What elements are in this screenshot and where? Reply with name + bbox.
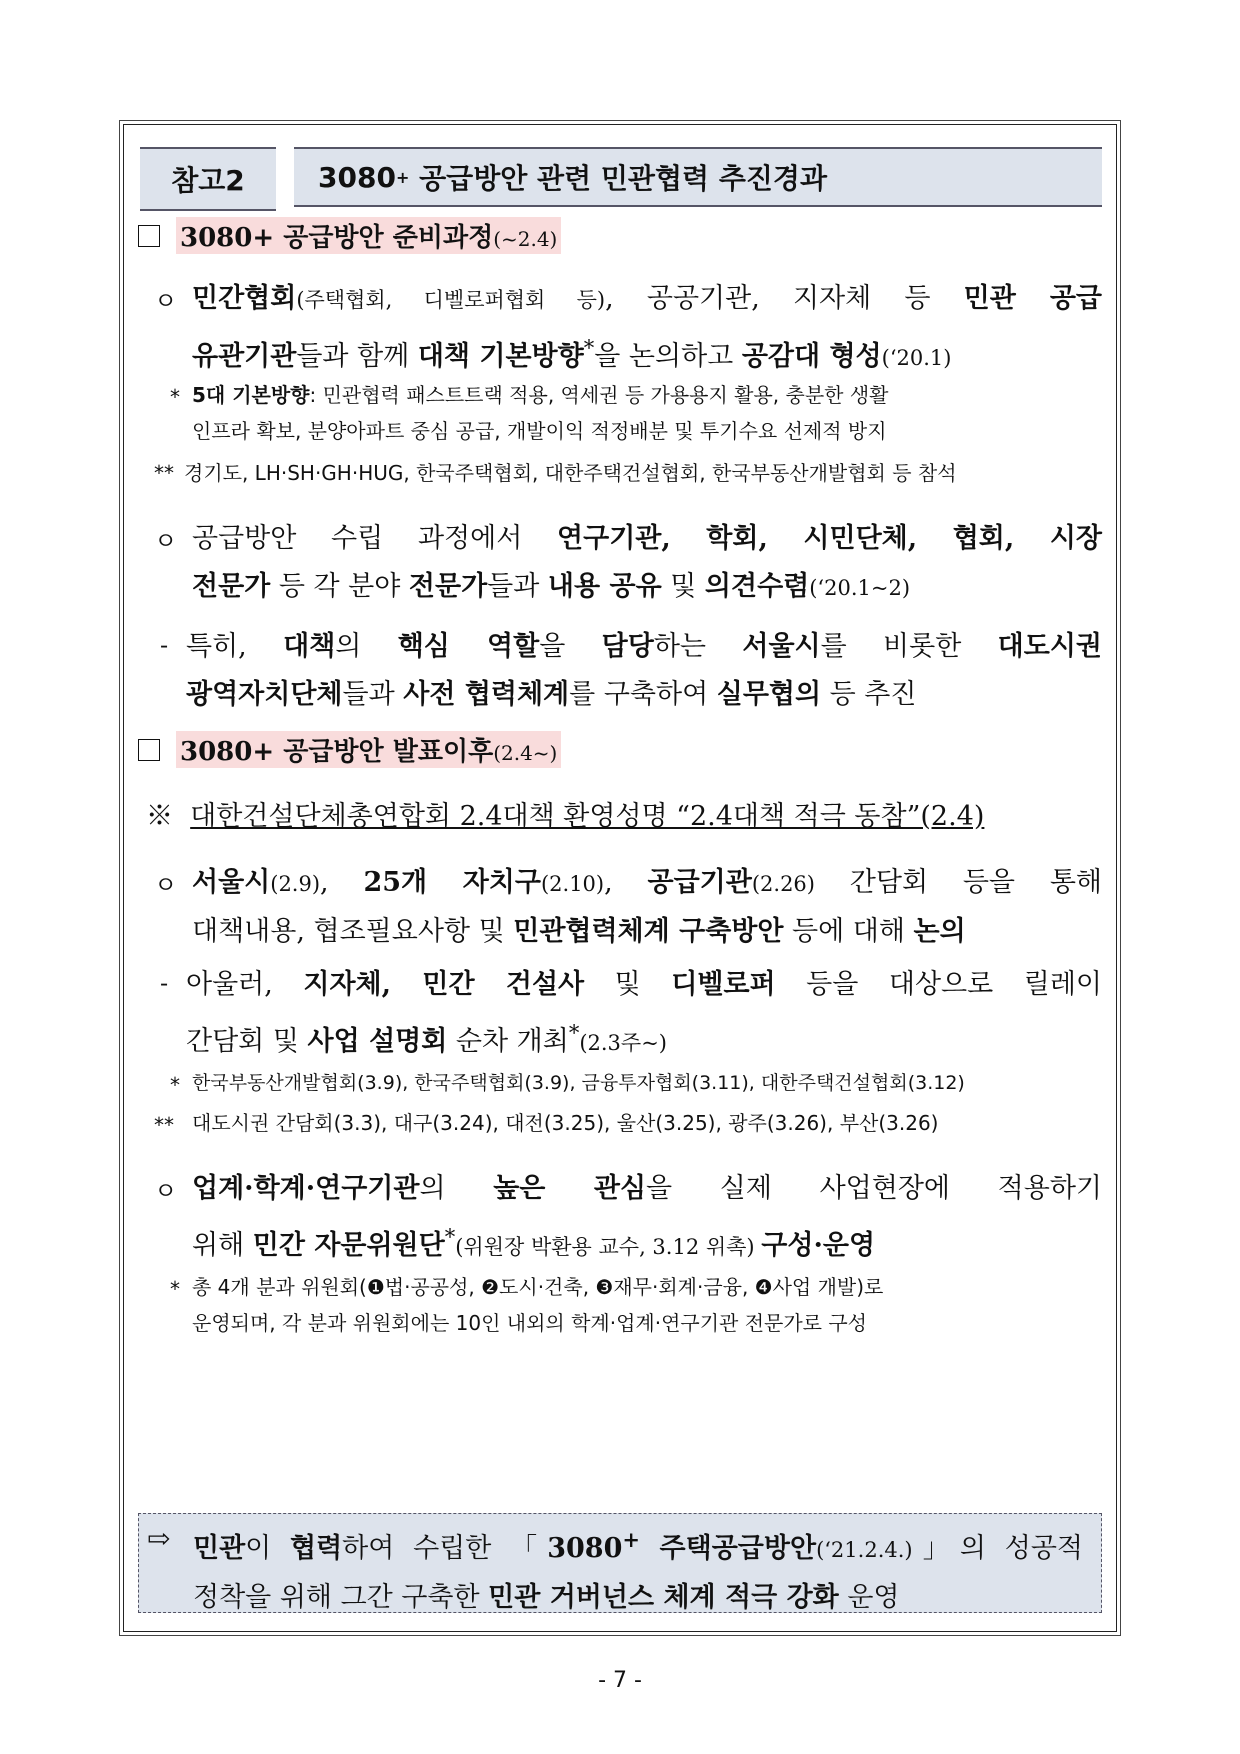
text-run: 정착을 위해 그간 구축한 [193,1582,489,1613]
footnote-associations [192,1065,1102,1101]
footnote-metro-meetings [192,1105,1102,1141]
text-run: 3080+ 공급방안 발표이후 [180,737,494,767]
reference-note [146,793,1086,841]
circle-bullet-icon: ㅇ [154,527,178,555]
text-run: 높은 관심 [493,1173,647,1204]
text-run: 민간협회 [192,283,297,314]
text-run [192,1165,1102,1213]
text-run: 전문가 [408,571,488,602]
paragraph-metro-cooperation [186,623,1102,719]
document-frame [123,124,1117,1632]
text-run: 이 [245,1533,290,1564]
text-run: 유관기관 [192,341,297,372]
text-run: , [320,867,364,898]
text-run [192,859,1102,908]
footnote-committees [192,1269,1102,1341]
text-run: 의견수렴 [704,571,810,602]
text-run: 의 [335,631,398,662]
text-run [146,793,1086,841]
page-number: - 7 - [598,1668,642,1693]
text-run: 들과 [342,679,404,710]
text-run: (주택협회, 디벨로퍼협회 등) [296,288,606,312]
text-run: 구성·운영 [761,1230,876,1261]
footnote-star: * [170,1277,180,1301]
text-run [192,563,1102,612]
footnote-star: * [170,1073,180,1097]
text-run [192,515,1102,563]
text-run: 협력 [290,1533,343,1564]
text-run: 업계·학계·연구기관 [192,1173,420,1204]
text-run: 공급기관 [647,867,752,898]
text-run [186,961,1102,1009]
text-run: 사업 설명회 [307,1026,448,1057]
text-run: 연구기관, 학회, 시민단체, 협회, 시장 [557,523,1102,554]
text-run: 총 4개 분과 위원회(❶법·공공성, ❷도시·건축, ❸재무·회계·금융, ❹사업 개발)로 [192,1275,884,1299]
text-run: 등에 대해 [783,916,914,947]
text-run: 아울러, [186,969,304,1000]
paragraph-expert-opinion [192,515,1102,612]
text-run: 공급방안 관련 민관협력 추진경과 [409,162,828,195]
circle-bullet-icon: ㅇ [154,1177,178,1205]
text-run: 내용 공유 [547,571,662,602]
checkbox-bullet-icon [138,225,160,247]
paragraph-advisory-group [192,1165,1102,1271]
reference-tag: 참고2 [140,147,276,211]
text-run: 실무협의 [716,679,822,710]
text-run: 민관 [193,1533,246,1564]
footnote-attendees [184,455,1104,491]
text-run: 위해 [192,1230,253,1261]
footnote-star: ** [154,1113,174,1137]
text-run: , 공공기관, 지자체 등 [605,283,964,314]
text-run: 디벨로퍼 [671,969,776,1000]
text-run: * [583,336,595,360]
text-run: 대책 기본방향 [417,341,584,372]
text-run: 대책 [283,631,336,662]
paragraph-meetings [192,859,1102,956]
dash-bullet: - [160,631,169,659]
arrow-right-icon: ⇨ [147,1522,171,1555]
text-run: 25개 자치구 [363,867,541,898]
text-run: , [604,867,648,898]
text-run [192,377,1102,413]
text-run: 서울시 [742,631,821,662]
summary-text [193,1516,1083,1622]
text-run: (‘20.1) [881,346,952,370]
text-run: 을 실제 사업현장에 적용하기 [646,1173,1102,1204]
text-run: 대도시권 간담회(3.3), 대구(3.24), 대전(3.25), 울산(3.25), 광주(3.26), 부산(3.26) [192,1111,939,1135]
text-run: 특히, [186,631,284,662]
text-run [192,324,1102,382]
text-run: 등 추진 [821,679,917,710]
text-run: 의 [419,1173,494,1204]
text-run: 민관협력체계 구축방안 [513,916,784,947]
text-run: 대도시권 [997,631,1102,662]
summary-box [138,1513,1102,1613]
text-run: 3080 [547,1533,623,1564]
text-run: 주택공급방안 [640,1533,817,1564]
text-run: * [568,1021,580,1045]
circle-bullet-icon: ㅇ [154,871,178,899]
text-run: 대책내용, 협조필요사항 및 [192,916,514,947]
text-run: 대한건설단체총연합회 2.4대책 환영성명 “2.4대책 적극 동참”(2.4) [190,801,985,832]
text-run: 등을 대상으로 릴레이 [775,969,1102,1000]
text-run [192,275,1102,324]
text-run: 를 비롯한 [820,631,998,662]
section-heading-preparation [138,217,561,254]
text-run: 인프라 확보, 분양아파트 중심 공급, 개발이익 적정배분 및 투기수요 선제적 방지 [192,419,887,443]
text-run: 한국부동산개발협회(3.9), 한국주택협회(3.9), 금융투자협회(3.11), 대한주택건설협회(3.12) [192,1072,965,1094]
footnote-star: * [170,385,180,409]
text-run: 들과 [487,571,548,602]
text-run: 사전 협력체계 [403,679,570,710]
text-run: 을 논의하고 [594,341,742,372]
text-run [186,671,1102,719]
footnote-basic-directions [192,377,1102,449]
text-run: 을 [539,631,602,662]
text-run: 하여 수립한 「 [342,1533,548,1564]
text-run [192,908,1102,956]
text-run: 경기도, LH·SH·GH·HUG, 한국주택협회, 대한주택건설협회, 한국부동산개발협회 등 참석 [184,461,957,485]
page-title [294,147,1102,207]
text-run: 3080+ 공급방안 발표이후(2.4~) [176,731,561,768]
text-run [193,1516,1083,1574]
text-run: (‘21.2.4.) [816,1538,913,1562]
text-run [193,1574,1083,1622]
text-run: * [444,1225,456,1249]
text-run: (위원장 박환용 교수, 3.12 위촉) [455,1235,762,1259]
text-run: + [622,1527,640,1552]
text-run: 민간 자문위원단 [252,1230,445,1261]
text-run: 운영되며, 각 분과 위원회에는 10인 내외의 학계·업계·연구기관 전문가로 구성 [192,1311,867,1335]
text-run: 3080+ 공급방안 준비과정(~2.4) [176,217,561,254]
text-run: 지자체, 민간 건설사 [303,969,585,1000]
dash-bullet: - [160,969,169,997]
text-run: (2.3주~) [579,1031,667,1055]
text-run [192,1213,1102,1271]
text-run: 및 [584,969,672,1000]
text-run: 3080+ 공급방안 준비과정 [180,223,494,253]
text-run: 」의 성공적 [912,1533,1083,1564]
text-run [186,623,1102,671]
text-run: : 민관협력 패스트트랙 적용, 역세권 등 가용용지 활용, 충분한 생활 [309,383,889,407]
footnote-star: ** [154,461,174,485]
paragraph-relay-meetings [186,961,1102,1067]
text-run: 5대 기본방향 [192,383,310,407]
text-run: 민관 공급 [963,283,1102,314]
text-run: 운영 [838,1582,900,1613]
text-run: (‘20.1~2) [809,576,911,600]
text-run: 간담회 등을 통해 [815,867,1102,898]
text-run: 를 구축하여 [569,679,717,710]
text-run: 담당 [601,631,654,662]
text-run: ※ [146,801,173,832]
text-run: 순차 개최 [447,1026,569,1057]
text-run: 핵심 역할 [397,631,540,662]
text-run: + [395,167,410,187]
section-heading-after-announcement [138,731,561,768]
text-run: 광역자치단체 [186,679,343,710]
text-run: 들과 함께 [296,341,418,372]
text-run: 하는 [653,631,743,662]
text-run: 3080 [318,160,396,194]
text-run: 공급방안 수립 과정에서 [192,523,558,554]
text-run: 등 각 분야 [270,571,409,602]
text-run: (2.9) [270,872,321,896]
paragraph-consultation [192,275,1102,382]
text-run: 민관 거버넌스 체계 적극 강화 [488,1582,839,1613]
text-run: 서울시 [192,867,271,898]
text-run [186,1009,1102,1067]
text-run: (2.26) [751,872,815,896]
text-run: 및 [661,571,705,602]
circle-bullet-icon: ㅇ [154,287,178,315]
text-run: (2.10) [540,872,605,896]
checkbox-bullet-icon [138,739,160,761]
text-run: 논의 [913,916,966,947]
text-run: 간담회 및 [186,1026,308,1057]
text-run: 공감대 형성 [741,341,882,372]
text-run: 전문가 [192,571,271,602]
